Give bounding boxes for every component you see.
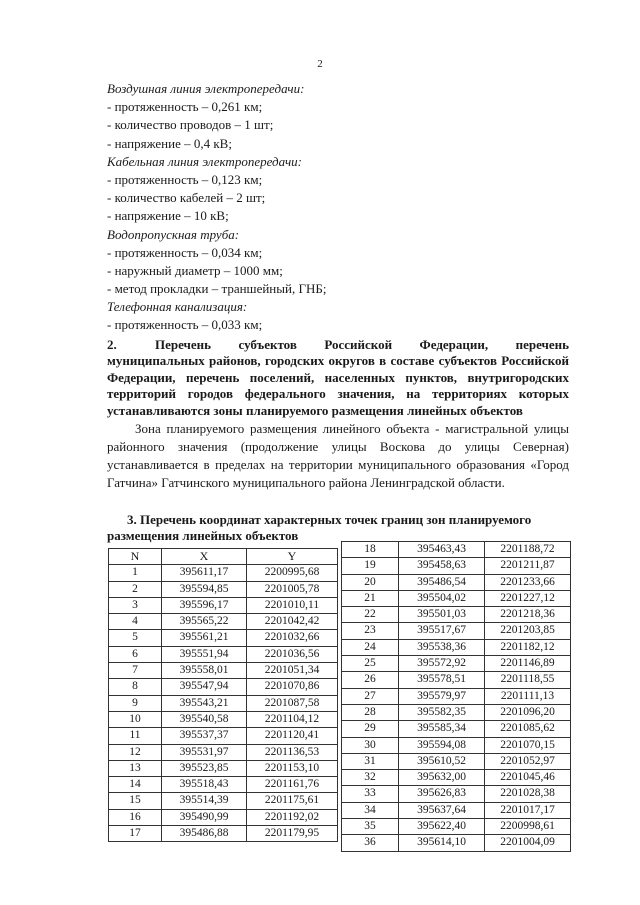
spec-heading: Водопропускная труба:: [107, 226, 240, 242]
table-row: [109, 581, 338, 597]
section-2: [107, 337, 569, 492]
cell-n: 5: [109, 630, 162, 646]
cell-n: 31: [342, 753, 399, 769]
cell-x: 395594,08: [399, 737, 485, 753]
table-row: [342, 753, 571, 769]
cell-y: 2201233,66: [485, 574, 571, 590]
cell-n: 11: [109, 728, 162, 744]
cell-x: 395523,85: [162, 760, 247, 776]
table-row: [109, 760, 338, 776]
spec-item: - протяженность – 0,033 км;: [107, 317, 263, 333]
spec-item: - протяженность – 0,123 км;: [107, 171, 263, 187]
cell-y: 2201136,53: [247, 744, 338, 760]
cell-n: 36: [342, 835, 399, 851]
spec-item: - метод прокладки – траншейный, ГНБ;: [107, 281, 327, 297]
table-row: [342, 542, 571, 558]
table-row: [109, 630, 338, 646]
table-row: [109, 744, 338, 760]
page-number: 2: [317, 58, 323, 70]
table-row: [342, 672, 571, 688]
cell-x: 395543,21: [162, 695, 247, 711]
header-y: Y: [247, 549, 338, 565]
table-row: [109, 728, 338, 744]
cell-x: 395486,54: [399, 574, 485, 590]
cell-n: 4: [109, 614, 162, 630]
header-n: N: [109, 549, 162, 565]
table-row: [109, 597, 338, 613]
cell-n: 32: [342, 770, 399, 786]
cell-x: 395537,37: [162, 728, 247, 744]
cell-y: 2201070,15: [485, 737, 571, 753]
cell-y: 2201118,55: [485, 672, 571, 688]
cell-y: 2201005,78: [247, 581, 338, 597]
cell-y: 2201161,76: [247, 777, 338, 793]
cell-n: 8: [109, 679, 162, 695]
cell-n: 35: [342, 819, 399, 835]
cell-n: 10: [109, 711, 162, 727]
cell-x: 395547,94: [162, 679, 247, 695]
cell-x: 395561,21: [162, 630, 247, 646]
cell-n: 22: [342, 607, 399, 623]
cell-n: 14: [109, 777, 162, 793]
cell-x: 395626,83: [399, 786, 485, 802]
section-2-title: [107, 337, 569, 419]
cell-y: 2201032,66: [247, 630, 338, 646]
section-3-title: [107, 512, 569, 544]
cell-x: 395614,10: [399, 835, 485, 851]
section-3-title-line2: размещения линейных объектов: [107, 528, 299, 543]
cell-x: 395572,92: [399, 656, 485, 672]
technical-specs: [107, 80, 577, 335]
cell-y: 2201042,42: [247, 614, 338, 630]
table-row: [109, 711, 338, 727]
spec-heading: Кабельная линия электропередачи:: [107, 153, 302, 169]
cell-x: 395596,17: [162, 597, 247, 613]
cell-x: 395501,03: [399, 607, 485, 623]
cell-x: 395637,64: [399, 802, 485, 818]
cell-x: 395582,35: [399, 704, 485, 720]
table-row: [342, 770, 571, 786]
spec-item: - напряжение – 0,4 кВ;: [107, 135, 232, 151]
cell-y: 2201045,46: [485, 770, 571, 786]
cell-x: 395490,99: [162, 809, 247, 825]
cell-n: 33: [342, 786, 399, 802]
cell-y: 2201052,97: [485, 753, 571, 769]
cell-y: 2201218,36: [485, 607, 571, 623]
cell-n: 2: [109, 581, 162, 597]
cell-n: 17: [109, 826, 162, 842]
cell-x: 395579,97: [399, 688, 485, 704]
table-row: [342, 574, 571, 590]
cell-n: 16: [109, 809, 162, 825]
cell-x: 395585,34: [399, 721, 485, 737]
cell-y: 2201179,95: [247, 826, 338, 842]
cell-y: 2201153,10: [247, 760, 338, 776]
cell-n: 27: [342, 688, 399, 704]
cell-x: 395565,22: [162, 614, 247, 630]
table-row: [109, 793, 338, 809]
cell-y: 2201203,85: [485, 623, 571, 639]
table-row: [342, 721, 571, 737]
cell-y: 2201051,34: [247, 663, 338, 679]
section-2-title-text: Перечень субъектов Российской Федерации, перечень муниципальных районов, городских округов в составе субъектов Российской Федерации, перечень поселений, населенных пунктов, внутригородских территорий городов федерального значения, на территориях которых устанавливаются зоны планируемого размещения линейных объектов: [107, 337, 569, 418]
cell-n: 21: [342, 590, 399, 606]
table-row: [109, 565, 338, 581]
coordinates-table-left: [108, 548, 338, 842]
table-row: [109, 695, 338, 711]
cell-x: 395463,43: [399, 542, 485, 558]
cell-y: 2201192,02: [247, 809, 338, 825]
cell-n: 6: [109, 646, 162, 662]
cell-n: 3: [109, 597, 162, 613]
cell-y: 2200995,68: [247, 565, 338, 581]
cell-y: 2201120,41: [247, 728, 338, 744]
table-row: [109, 614, 338, 630]
cell-x: 395594,85: [162, 581, 247, 597]
cell-x: 395611,17: [162, 565, 247, 581]
section-2-paragraph: Зона планируемого размещения линейного объекта - магистральной улицы районного значения (продолжение улицы Воскова до улицы Северная) устанавливается в пределах на территории муниципального образования «Город Гатчина» Гатчинского муниципального района Ленинградской области.: [107, 421, 569, 491]
table-row: [109, 777, 338, 793]
spec-item: - количество кабелей – 2 шт;: [107, 190, 266, 206]
cell-y: 2201227,12: [485, 590, 571, 606]
cell-n: 13: [109, 760, 162, 776]
spec-item: - напряжение – 10 кВ;: [107, 208, 229, 224]
table-row: [342, 835, 571, 851]
table-row: [109, 826, 338, 842]
cell-x: 395458,63: [399, 558, 485, 574]
cell-y: 2200998,61: [485, 819, 571, 835]
cell-y: 2201070,86: [247, 679, 338, 695]
cell-x: 395531,97: [162, 744, 247, 760]
cell-x: 395622,40: [399, 819, 485, 835]
cell-n: 15: [109, 793, 162, 809]
cell-y: 2201111,13: [485, 688, 571, 704]
spec-heading: Воздушная линия электропередачи:: [107, 81, 305, 96]
cell-x: 395504,02: [399, 590, 485, 606]
cell-x: 395610,52: [399, 753, 485, 769]
cell-n: 12: [109, 744, 162, 760]
table-row: [342, 819, 571, 835]
cell-n: 19: [342, 558, 399, 574]
cell-n: 34: [342, 802, 399, 818]
cell-y: 2201096,20: [485, 704, 571, 720]
table-row: [342, 737, 571, 753]
cell-n: 7: [109, 663, 162, 679]
cell-x: 395632,00: [399, 770, 485, 786]
table-row: [342, 802, 571, 818]
cell-x: 395514,39: [162, 793, 247, 809]
table-row: [342, 704, 571, 720]
table-row: [109, 679, 338, 695]
cell-n: 23: [342, 623, 399, 639]
table-row: [109, 809, 338, 825]
section-3-title-line1: 3. Перечень координат характерных точек границ зон планируемого: [127, 512, 532, 527]
table-row: [342, 623, 571, 639]
table-row: [342, 656, 571, 672]
cell-n: 26: [342, 672, 399, 688]
cell-x: 395578,51: [399, 672, 485, 688]
cell-n: 9: [109, 695, 162, 711]
table-row: [109, 663, 338, 679]
cell-x: 395538,36: [399, 639, 485, 655]
cell-y: 2201188,72: [485, 542, 571, 558]
cell-n: 28: [342, 704, 399, 720]
cell-y: 2201017,17: [485, 802, 571, 818]
cell-n: 1: [109, 565, 162, 581]
cell-y: 2201028,38: [485, 786, 571, 802]
table-row: [109, 646, 338, 662]
cell-x: 395518,43: [162, 777, 247, 793]
cell-n: 29: [342, 721, 399, 737]
spec-item: - количество проводов – 1 шт;: [107, 117, 274, 133]
cell-y: 2201175,61: [247, 793, 338, 809]
cell-y: 2201104,12: [247, 711, 338, 727]
cell-y: 2201004,09: [485, 835, 571, 851]
header-x: X: [162, 549, 247, 565]
cell-x: 395551,94: [162, 646, 247, 662]
cell-y: 2201010,11: [247, 597, 338, 613]
cell-y: 2201087,58: [247, 695, 338, 711]
spec-item: - наружный диаметр – 1000 мм;: [107, 262, 283, 278]
cell-x: 395558,01: [162, 663, 247, 679]
cell-y: 2201085,62: [485, 721, 571, 737]
section-3: [107, 512, 569, 544]
cell-n: 24: [342, 639, 399, 655]
spec-heading: Телефонная канализация:: [107, 299, 248, 315]
cell-y: 2201146,89: [485, 656, 571, 672]
cell-x: 395486,88: [162, 826, 247, 842]
cell-y: 2201211,87: [485, 558, 571, 574]
cell-n: 25: [342, 656, 399, 672]
spec-item: - протяженность – 0,261 км;: [107, 99, 263, 115]
coordinates-table-right: [341, 541, 571, 852]
cell-n: 18: [342, 542, 399, 558]
cell-x: 395517,67: [399, 623, 485, 639]
section-2-number: 2.: [107, 337, 117, 352]
table-row: [342, 688, 571, 704]
table-row: [342, 558, 571, 574]
cell-n: 30: [342, 737, 399, 753]
table-row: [342, 639, 571, 655]
cell-y: 2201036,56: [247, 646, 338, 662]
cell-n: 20: [342, 574, 399, 590]
section-2-body: [107, 420, 569, 492]
cell-x: 395540,58: [162, 711, 247, 727]
table-row: [342, 590, 571, 606]
table-row: [342, 607, 571, 623]
table-header-row: [109, 549, 338, 565]
spec-item: - протяженность – 0,034 км;: [107, 244, 263, 260]
table-row: [342, 786, 571, 802]
cell-y: 2201182,12: [485, 639, 571, 655]
